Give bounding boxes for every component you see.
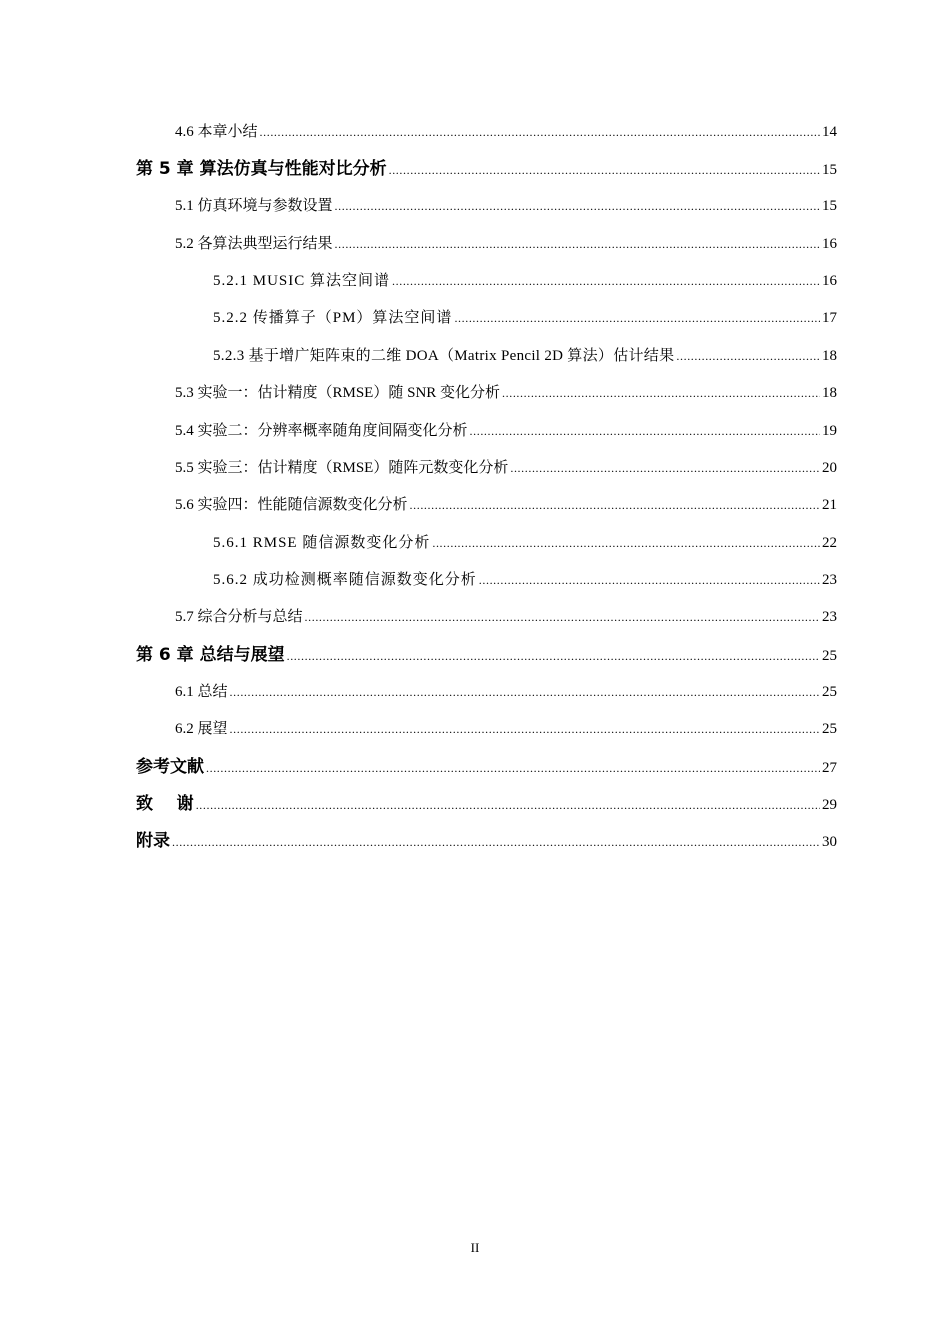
toc-entry-title: 致 谢: [136, 794, 194, 814]
toc-entry-page: 29: [822, 797, 837, 813]
toc-entry-page: 16: [822, 236, 837, 252]
toc-entry-5-2-3[interactable]: [213, 346, 837, 366]
toc-entry-page: 18: [822, 348, 837, 364]
toc-entry-5-6[interactable]: [175, 495, 837, 515]
toc-entry-title: 5.2 各算法典型运行结果: [175, 236, 333, 252]
toc-entry-title: 5.7 综合分析与总结: [175, 609, 303, 625]
toc-entry-page: 14: [822, 124, 837, 140]
toc-entry-page: 19: [822, 423, 837, 439]
toc-entry-5-3[interactable]: [175, 383, 837, 403]
toc-entry-title: 附录: [136, 831, 170, 851]
toc-entry-5-1[interactable]: [175, 196, 837, 216]
toc-entry-title: 5.1 仿真环境与参数设置: [175, 198, 333, 214]
toc-entry-title: 参考文献: [136, 757, 204, 777]
toc-entry-5-2[interactable]: [175, 234, 837, 254]
toc-leader-dots: [502, 383, 820, 403]
toc-entry-page: 25: [822, 721, 837, 737]
toc-entry-title: 5.6.1 RMSE 随信源数变化分析: [213, 535, 431, 551]
toc-entry-page: 30: [822, 834, 837, 850]
toc-entry-page: 22: [822, 535, 837, 551]
toc-leader-dots: [196, 795, 820, 815]
toc-leader-dots: [392, 271, 820, 291]
toc-entry-title: 5.4 实验二：分辨率概率随角度间隔变化分析: [175, 423, 468, 439]
toc-entry-title: 第 6 章 总结与展望: [136, 645, 285, 665]
toc-entry-page: 18: [822, 385, 837, 401]
toc-leader-dots: [335, 196, 820, 216]
toc-entry-page: 25: [822, 648, 837, 664]
page-number: II: [470, 1240, 480, 1255]
toc-leader-dots: [260, 122, 820, 142]
toc-leader-dots: [454, 308, 820, 328]
toc-entry-chapter-6[interactable]: [136, 645, 837, 666]
toc-entry-page: 23: [822, 572, 837, 588]
toc-entry-5-2-1[interactable]: [213, 271, 837, 291]
toc-leader-dots: [510, 458, 820, 478]
toc-entry-5-7[interactable]: [175, 607, 837, 627]
toc-entry-page: 16: [822, 273, 837, 289]
toc-entry-title: 6.2 展望: [175, 721, 228, 737]
toc-entry-5-2-2[interactable]: [213, 308, 837, 328]
toc-leader-dots: [172, 832, 820, 852]
toc-entry-page: 25: [822, 684, 837, 700]
toc-entry-5-6-1[interactable]: [213, 533, 837, 553]
toc-leader-dots: [470, 421, 820, 441]
toc-entry-page: 17: [822, 310, 837, 326]
toc-entry-title: 6.1 总结: [175, 684, 228, 700]
toc-entry-acknowledgements[interactable]: [136, 794, 837, 815]
toc-leader-dots: [432, 533, 820, 553]
toc-entry-page: 23: [822, 609, 837, 625]
toc-leader-dots: [230, 682, 820, 702]
toc-entry-5-5[interactable]: [175, 458, 837, 478]
toc-leader-dots: [206, 758, 820, 778]
toc-entry-chapter-5[interactable]: [136, 159, 837, 180]
toc-entry-title: 4.6 本章小结: [175, 124, 258, 140]
toc-leader-dots: [287, 646, 820, 666]
toc-entry-5-6-2[interactable]: [213, 570, 837, 590]
toc-leader-dots: [389, 160, 820, 180]
toc-entry-title: 5.2.1 MUSIC 算法空间谱: [213, 273, 391, 289]
toc-leader-dots: [410, 495, 820, 515]
toc-entry-page: 27: [822, 760, 837, 776]
toc-leader-dots: [479, 570, 820, 590]
toc-entry-appendix[interactable]: [136, 831, 837, 852]
toc-entry-title: 5.6 实验四：性能随信源数变化分析: [175, 497, 408, 513]
toc-entry-references[interactable]: [136, 757, 837, 778]
toc-entry-title: 5.5 实验三：估计精度（RMSE）随阵元数变化分析: [175, 460, 509, 476]
toc-entry-title: 5.3 实验一：估计精度（RMSE）随 SNR 变化分析: [175, 385, 501, 401]
toc-entry-page: 21: [822, 497, 837, 513]
toc-entry-6-1[interactable]: [175, 682, 837, 702]
toc-entry-title: 5.6.2 成功检测概率随信源数变化分析: [213, 572, 477, 588]
toc-entry-page: 15: [822, 162, 837, 178]
toc-entry-5-4[interactable]: [175, 421, 837, 441]
toc-leader-dots: [305, 607, 820, 627]
toc-entry-title: 5.2.2 传播算子（PM）算法空间谱: [213, 310, 453, 326]
toc-leader-dots: [335, 234, 820, 254]
toc-leader-dots: [676, 346, 820, 366]
toc-entry-title: 5.2.3 基于增广矩阵束的二维 DOA（Matrix Pencil 2D 算法）估计结果: [213, 348, 675, 364]
toc-leader-dots: [230, 719, 820, 739]
toc-entry-6-2[interactable]: [175, 719, 837, 739]
toc-entry-4-6[interactable]: [175, 122, 837, 142]
toc-entry-title: 第 5 章 算法仿真与性能对比分析: [136, 159, 387, 179]
toc-entry-page: 20: [822, 460, 837, 476]
toc-entry-page: 15: [822, 198, 837, 214]
